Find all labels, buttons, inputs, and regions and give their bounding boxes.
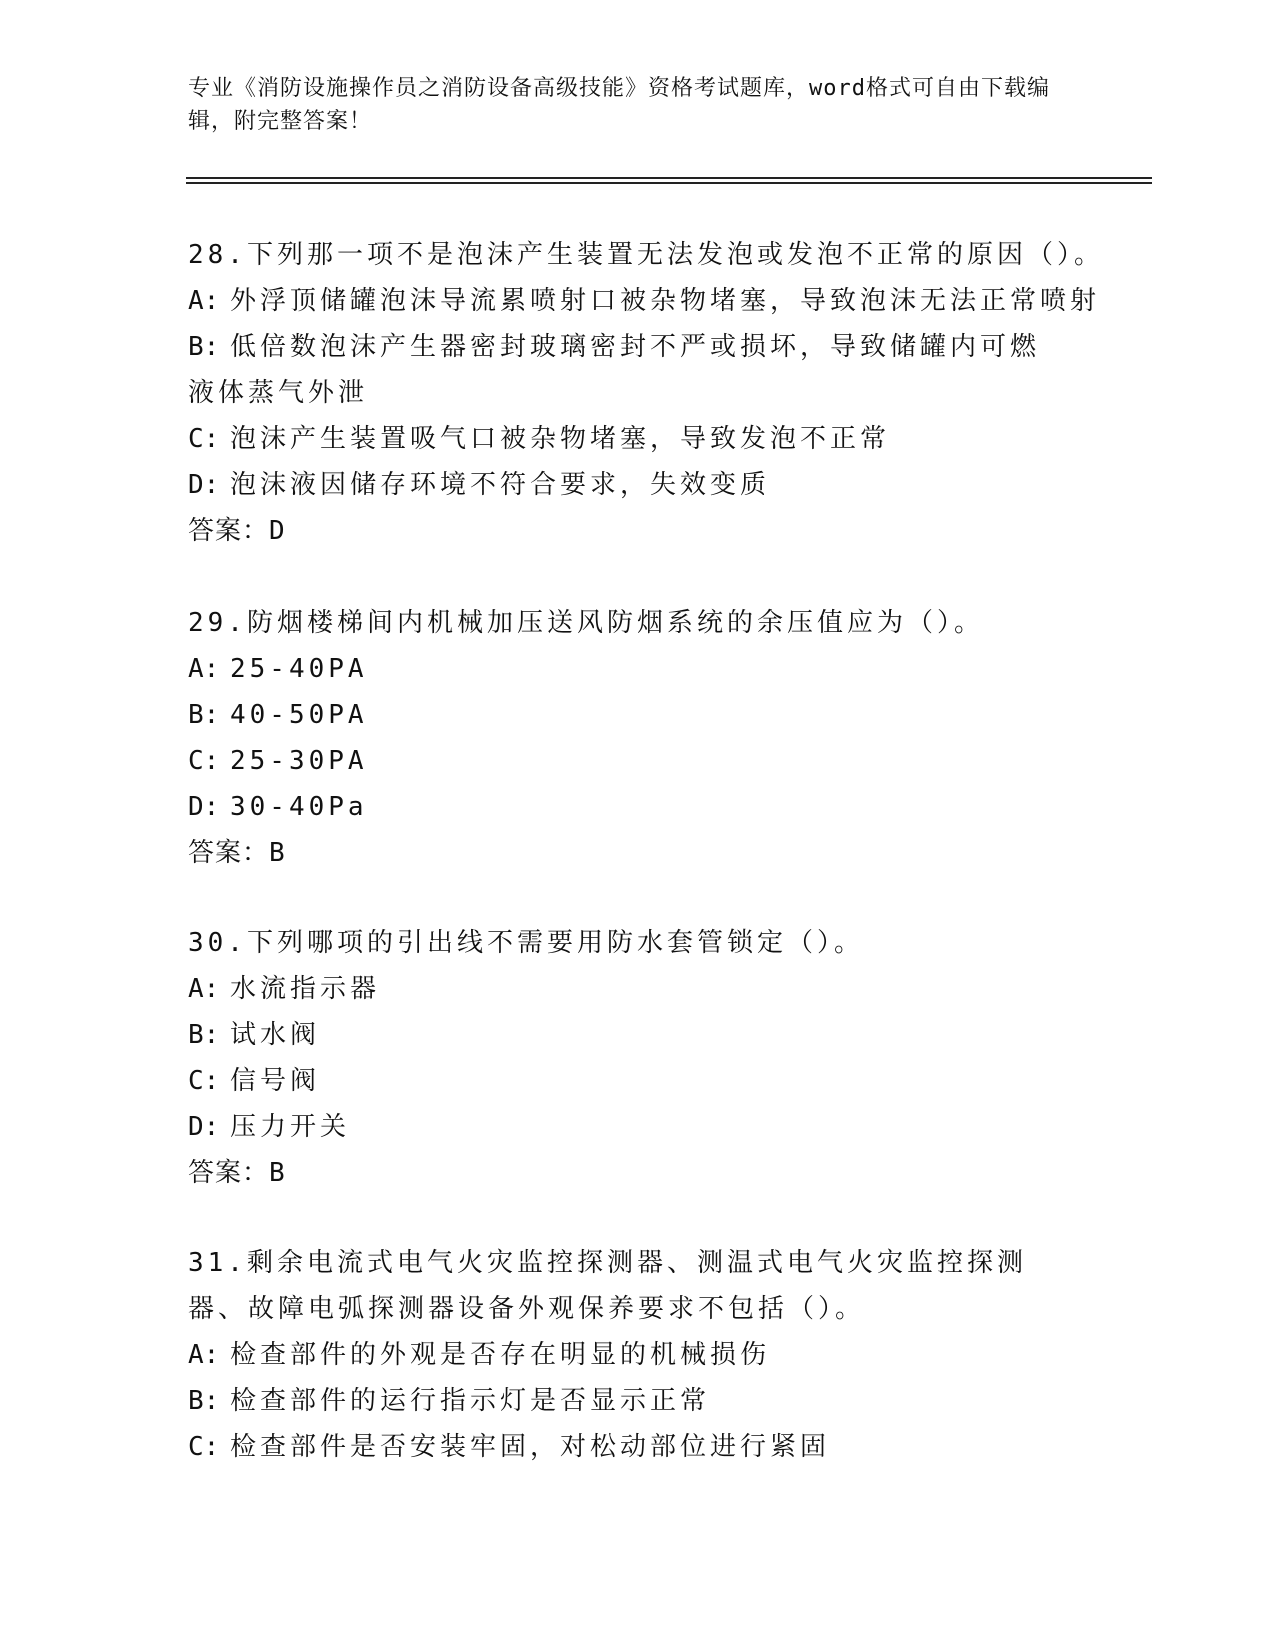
option-text: 检查部件的外观是否存在明显的机械损伤 xyxy=(230,1340,771,1370)
option-text: 压力开关 xyxy=(230,1112,351,1142)
option-letter: A: xyxy=(188,654,220,684)
answer-label: 答案： xyxy=(188,1158,270,1188)
option-text: 水流指示器 xyxy=(230,974,381,1004)
option-c xyxy=(188,416,1088,462)
header-divider-bottom xyxy=(186,182,1152,184)
question-31 xyxy=(188,1240,1088,1470)
answer-value: B xyxy=(269,838,286,868)
option-text: 试水阀 xyxy=(230,1020,321,1050)
option-text: 25-40PA xyxy=(230,654,368,684)
option-text: 40-50PA xyxy=(230,700,368,730)
option-letter: C: xyxy=(188,1066,220,1096)
option-letter: B: xyxy=(188,332,220,362)
option-letter: A: xyxy=(188,1340,220,1370)
answer-value: B xyxy=(269,1158,286,1188)
option-text: 泡沫液因储存环境不符合要求，失效变质 xyxy=(230,470,771,500)
option-c xyxy=(188,1424,1088,1470)
option-a xyxy=(188,278,1101,324)
option-letter: B: xyxy=(188,1020,220,1050)
option-text: 信号阀 xyxy=(230,1066,321,1096)
question-stem: 30.下列哪项的引出线不需要用防水套管锁定（）。 xyxy=(188,928,864,958)
option-d xyxy=(188,1104,1088,1150)
option-letter: C: xyxy=(188,746,220,776)
answer-value: D xyxy=(269,516,286,546)
option-letter: D: xyxy=(188,792,220,822)
option-a xyxy=(188,1332,1088,1378)
option-letter: A: xyxy=(188,286,220,316)
answer-label: 答案： xyxy=(188,516,270,546)
option-c xyxy=(188,1058,1088,1104)
option-letter: D: xyxy=(188,1112,220,1142)
option-text: 检查部件的运行指示灯是否显示正常 xyxy=(230,1386,711,1416)
question-28 xyxy=(188,232,1104,554)
option-letter: A: xyxy=(188,974,220,1004)
question-stem: 31.剩余电流式电气火灾监控探测器、测温式电气火灾监控探测器、故障电弧探测器设备外观保养要求不包括（）。 xyxy=(188,1248,1027,1324)
option-text: 外浮顶储罐泡沫导流累喷射口被杂物堵塞，导致泡沫无法正常喷射 xyxy=(230,286,1101,316)
option-c xyxy=(188,738,1088,784)
option-letter: C: xyxy=(188,1432,220,1462)
question-29 xyxy=(188,600,1088,876)
option-text: 低倍数泡沫产生器密封玻璃密封不严或损坏，导致储罐内可燃液体蒸气外泄 xyxy=(188,332,1041,408)
option-text: 检查部件是否安装牢固，对松动部位进行紧固 xyxy=(230,1432,831,1462)
option-b xyxy=(188,1378,1088,1424)
option-letter: D: xyxy=(188,470,220,500)
option-b xyxy=(188,692,1088,738)
option-d xyxy=(188,462,1088,508)
question-stem: 28.下列那一项不是泡沫产生装置无法发泡或发泡不正常的原因（）。 xyxy=(188,240,1104,270)
answer-label: 答案： xyxy=(188,838,270,868)
option-text: 30-40Pa xyxy=(230,792,368,822)
option-d xyxy=(188,784,1088,830)
option-a xyxy=(188,966,1088,1012)
option-a xyxy=(188,646,1088,692)
document-header: 专业《消防设施操作员之消防设备高级技能》资格考试题库，word格式可自由下载编辑，附完整答案！ xyxy=(188,76,1050,134)
answer-line xyxy=(188,830,1088,876)
header-divider-top xyxy=(186,177,1152,179)
answer-line xyxy=(188,508,1088,554)
option-letter: B: xyxy=(188,700,220,730)
option-b xyxy=(188,324,1068,416)
option-text: 25-30PA xyxy=(230,746,368,776)
answer-line xyxy=(188,1150,1088,1196)
option-text: 泡沫产生装置吸气口被杂物堵塞，导致发泡不正常 xyxy=(230,424,891,454)
question-stem: 29.防烟楼梯间内机械加压送风防烟系统的余压值应为（）。 xyxy=(188,608,984,638)
question-30 xyxy=(188,920,1088,1196)
option-b xyxy=(188,1012,1088,1058)
option-letter: C: xyxy=(188,424,220,454)
option-letter: B: xyxy=(188,1386,220,1416)
